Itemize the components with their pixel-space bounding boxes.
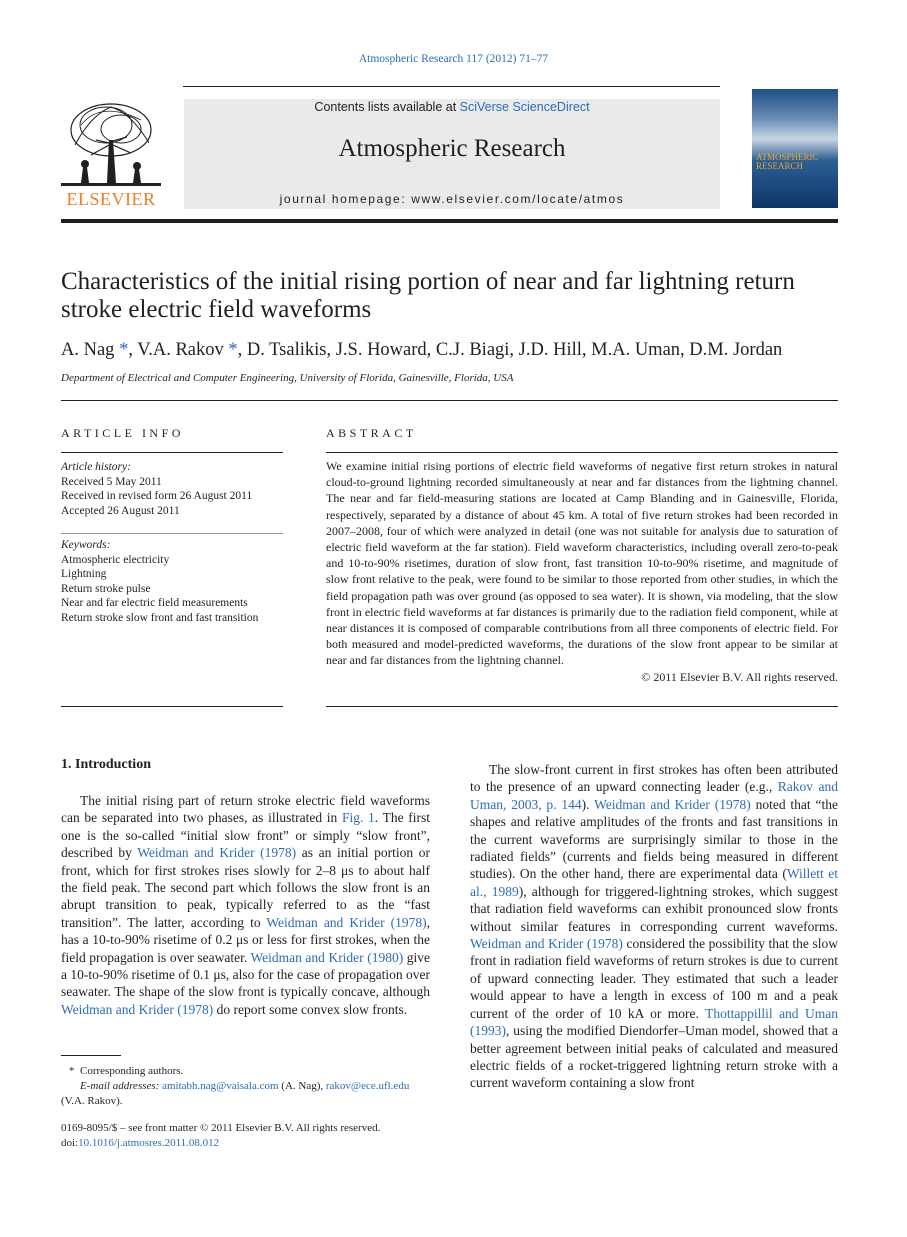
header-top-rule bbox=[183, 86, 720, 87]
author-name: J.D. Hill bbox=[518, 340, 582, 360]
contents-line: Contents lists available at SciVerse ScienceDirect bbox=[314, 100, 590, 114]
elsevier-wordmark: ELSEVIER bbox=[66, 189, 156, 209]
author-list: A. Nag *, V.A. Rakov *, D. Tsalikis, J.S. Howard, C.J. Biagi, J.D. Hill, M.A. Uman, D.M. Jordan bbox=[61, 340, 783, 360]
history-item: Received in revised form 26 August 2011 bbox=[61, 490, 253, 502]
author-name: J.S. Howard bbox=[335, 340, 427, 360]
body-column-right bbox=[470, 761, 838, 1092]
body-column-left bbox=[61, 792, 430, 1018]
sciencedirect-link[interactable]: SciVerse ScienceDirect bbox=[459, 100, 590, 114]
email-link[interactable]: rakov@ece.ufl.edu bbox=[325, 1080, 410, 1092]
author-name: V.A. Rakov bbox=[137, 340, 224, 360]
corresponding-author-marker[interactable]: * bbox=[223, 340, 238, 360]
abstract-bottom-rule bbox=[326, 706, 838, 707]
citation-link[interactable]: Weidman and Krider (1978) bbox=[470, 936, 623, 952]
keywords-rule bbox=[61, 533, 283, 534]
article-info-rule bbox=[61, 452, 283, 453]
doi-link[interactable]: 10.1016/j.atmosres.2011.08.012 bbox=[78, 1137, 220, 1149]
keyword-item: Near and far electric field measurements bbox=[61, 597, 248, 609]
corresponding-note: * Corresponding authors. bbox=[69, 1065, 184, 1077]
author-name: C.J. Biagi bbox=[435, 340, 510, 360]
keyword-item: Return stroke pulse bbox=[61, 582, 151, 595]
author-name: M.A. Uman bbox=[591, 340, 681, 360]
paragraph: The initial rising part of return stroke electric field waveforms can be separated into two phases, as illustrated in Fig. 1. The first one is the so-called “initial slow front” or simply “slow front”, described by Weidman and Krider (1978) as an initial portion or front, which for first strokes rises slowly for 2–8 μs to about half the field peak. The second part which follows the slow front is an abrupt transition to peak, typically referred to as the “fast transition”. The latter, according to Weidman and Krider (1978), has a 10-to-90% risetime of 0.2 μs or less for first strokes, when the field propagation is over seawater. Weidman and Krider (1980) give a 10-to-90% risetime of 0.1 μs, also for the case of propagation over seawater. The shape of the slow front is typically concave, although Weidman and Krider (1978) do report some convex slow fronts. bbox=[61, 793, 430, 1017]
abstract-rule bbox=[326, 452, 838, 453]
history-item: Received 5 May 2011 bbox=[61, 475, 162, 488]
affiliation: Department of Electrical and Computer Engineering, University of Florida, Gainesville, Florida, USA bbox=[61, 372, 514, 384]
journal-homepage[interactable]: journal homepage: www.elsevier.com/locate/atmos bbox=[279, 192, 625, 206]
journal-title: Atmospheric Research bbox=[338, 135, 566, 162]
keywords-label: Keywords: bbox=[61, 539, 111, 551]
article-history bbox=[61, 460, 283, 518]
citation-link[interactable]: Fig. 1 bbox=[341, 810, 375, 826]
footnote-rule bbox=[61, 1055, 121, 1056]
history-item: Accepted 26 August 2011 bbox=[61, 504, 180, 517]
journal-cover-title: ATMOSPHERIC RESEARCH bbox=[756, 152, 819, 171]
journal-reference[interactable]: Atmospheric Research 117 (2012) 71–77 bbox=[358, 53, 549, 65]
citation-link[interactable]: Weidman and Krider (1978) bbox=[266, 914, 427, 930]
author-name: D.M. Jordan bbox=[689, 340, 783, 360]
citation-link[interactable]: Rakov and Uman, 2003, p. 144 bbox=[470, 779, 838, 812]
abstract-text bbox=[326, 458, 838, 685]
citation-link[interactable]: Weidman and Krider (1980) bbox=[250, 949, 404, 965]
keyword-item: Atmospheric electricity bbox=[61, 553, 170, 566]
article-title: Characteristics of the initial rising portion of near and far lightning return stroke electric field waveforms bbox=[61, 268, 795, 323]
history-list bbox=[61, 475, 283, 519]
corresponding-author-marker[interactable]: * bbox=[114, 340, 129, 360]
keywords bbox=[61, 538, 283, 625]
abstract-heading: ABSTRACT bbox=[326, 426, 417, 440]
author-name: D. Tsalikis bbox=[246, 340, 327, 360]
email-link[interactable]: amitabh.nag@vaisala.com bbox=[162, 1080, 279, 1092]
keyword-item: Return stroke slow front and fast transition bbox=[61, 611, 259, 624]
citation-link[interactable]: Weidman and Krider (1978) bbox=[594, 796, 751, 812]
history-label: Article history: bbox=[61, 461, 131, 473]
paragraph: The slow-front current in first strokes has often been attributed to the presence of an upward connecting leader (e.g., Rakov and Uman, 2003, p. 144). Weidman and Krider (1978) noted that “the shapes and relative amplitudes of the fronts and fast transitions in the current waveforms are surprisingly similar to those in the radiated fields” (currents and fields being measured in different studies). On the other hand, there are experimental data (Willett et al., 1989), although for triggered-lightning strokes, which suggest that radiation field waveforms can exhibit pronounced slow fronts without similar features in corresponding current waveforms. Weidman and Krider (1978) considered the possibility that the slow front in radiation field waveforms of return strokes is due to current of upward connecting leader. They estimated that such a leader would appear to have a length in excess of 100 m and a peak current of the order of 10 kA or more. Thottappillil and Uman (1993), using the modified Diendorfer–Uman model, showed that a better agreement between initial peaks of calculated and measured electric fields of a rocket-triggered lightning return stroke with a current waveform containing a slow front bbox=[470, 762, 839, 1091]
keyword-item: Lightning bbox=[61, 568, 107, 580]
article-info-heading: ARTICLE INFO bbox=[61, 426, 184, 440]
issn: 0169-8095/$ – see front matter © 2011 Elsevier B.V. All rights reserved. bbox=[61, 1122, 381, 1134]
abstract-body: We examine initial rising portions of electric field waveforms of negative first return strokes in natural cloud-to-ground lightning recorded simultaneously at near and far distances from the lightning channel. The near and far field-measuring stations are located at Camp Blanding and in Gainesville, Florida, respectively, separated by a distance of about 45 km. A total of five return strokes had been recorded in 2007–2008, four of which were analyzed in detail (one was not suitable for analysis due to saturation of electric field waveform at the far station). Field waveform characteristics, including overall zero-to-peak and 10-to-90% risetimes, duration of slow front, fast transition 10-to-90% risetime, and magnitude of slow front relative to the peak, were found to be similar to those reported from other studies, in which the field propagation path was over ground (as opposed to sea water). It is shown, via modeling, that the slow front in electric field waveforms at far distances is primarily due to the radiation field component, while at near distances it is composed of comparable contributions from all three components of electric field. For both measured and model-predicted waveforms, the durations of the slow front appear to be similar at near and far distances from the lightning channel. bbox=[326, 459, 838, 668]
citation-link[interactable]: Weidman and Krider (1978) bbox=[61, 1001, 214, 1017]
article-info-bottom-rule bbox=[61, 706, 283, 707]
section-heading-introduction: 1. Introduction bbox=[61, 757, 151, 772]
email-owner: (V.A. Rakov). bbox=[61, 1095, 123, 1107]
copyright: © 2011 Elsevier B.V. All rights reserved. bbox=[641, 669, 838, 684]
citation-link[interactable]: Weidman and Krider (1978) bbox=[137, 845, 297, 861]
keyword-list bbox=[61, 553, 283, 626]
affiliation-rule bbox=[61, 400, 838, 401]
header-bottom-rule bbox=[61, 219, 838, 223]
citation-link[interactable]: Thottappillil and Uman (1993) bbox=[470, 1005, 839, 1039]
citation-link[interactable]: Willett et al., 1989 bbox=[470, 866, 839, 899]
author-name: A. Nag bbox=[61, 340, 115, 360]
footnotes bbox=[61, 1064, 431, 1109]
doi: doi:10.1016/j.atmosres.2011.08.012 bbox=[61, 1137, 220, 1149]
journal-cover-image[interactable] bbox=[752, 89, 838, 208]
email-note: E-mail addresses: amitabh.nag@vaisala.com (A. Nag), rakov@ece.ufl.edu bbox=[80, 1080, 410, 1092]
issn-doi bbox=[61, 1121, 431, 1151]
